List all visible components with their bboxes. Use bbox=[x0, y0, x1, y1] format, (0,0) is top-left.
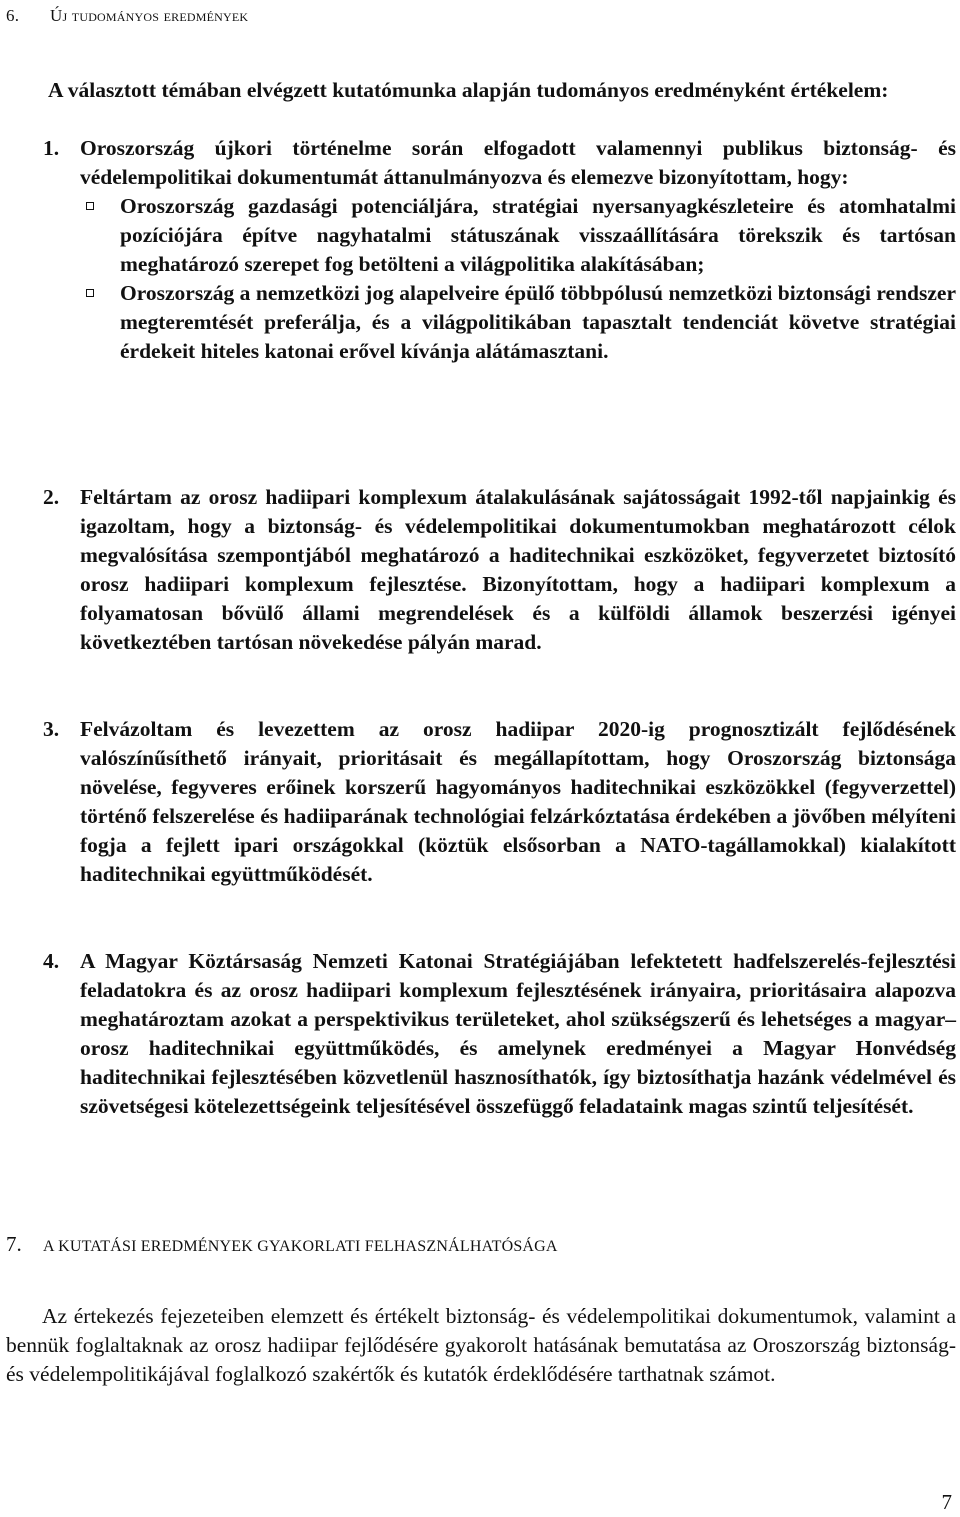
result-item-4 bbox=[43, 947, 956, 1121]
result-item-1 bbox=[43, 134, 956, 366]
result-item-3 bbox=[43, 715, 956, 889]
bullet-item-2 bbox=[80, 279, 956, 366]
section-6-heading bbox=[6, 6, 248, 26]
page-number: 7 bbox=[941, 1490, 952, 1514]
bullet-item-2-text: Oroszország a nemzetközi jog alapelveire épülő többpólusú nemzetközi biztonsági rendszer megteremtését preferálja, és a világpolitikában tapasztalt tendenciát követve stratégiai érdekeit hiteles katonai erővel kívánja alátámasztani. bbox=[120, 281, 956, 363]
result-item-1-text: Oroszország újkori történelme során elfogadott valamennyi publikus biztonság- és védelempolitikai dokumentumát áttanulmányozva és elemezve bizonyítottam, hogy: bbox=[80, 136, 956, 189]
bullet-item-1-text: Oroszország gazdasági potenciáljára, stratégiai nyersanyagkészleteire és atomhatalmi pozíciójára építve nagyhatalmi státuszának visszaállítására törekszik és tartósan meghatározó szerepet fog betölteni a világpolitika alakításában; bbox=[120, 194, 956, 276]
result-item-2-text: Feltártam az orosz hadiipari komplexum átalakulásának sajátosságait 1992-től napjainkig és igazoltam, hogy a biztonság- és védelempolitikai dokumentumokban meghatározott célok megvalósítása szempontjából meghatározó a haditechnikai eszközöket, fegyverzetet biztosító orosz hadiipari komplexum fejlesztése. Bizonyítottam, hogy a hadiipari komplexum a folyamatosan bővülő állami megrendelések és a külföldi államok beszerzési igényei következtében tartósan növekedése pályán marad. bbox=[80, 485, 956, 654]
result-item-3-text: Felvázoltam és levezettem az orosz hadiipar 2020-ig prognosztizált fejlődésének valószínűsíthető irányait, prioritásait és megállapítottam, hogy Oroszország biztonsága növelése, fegyveres erőinek korszerű hagyományos haditechnikai eszközökkel (fegyverzettel) történő felszerelése és hadiiparának technológiai felzárkóztatása érdekében a jövőben mélyíteni fogja a fejlett ipari országokkal (köztük elsősorban a NATO-tagállamokkal) kialakított haditechnikai együttműködését. bbox=[80, 717, 956, 886]
section-6-number: 6. bbox=[6, 6, 20, 25]
section-7-paragraph: Az értekezés fejezeteiben elemzett és értékelt biztonság- és védelempolitikai dokumentumok, valamint a bennük foglaltaknak az orosz hadiipar fejlődésére gyakorolt hatásának bemutatása az Oroszország biztonság- és védelempolitikájával foglalkozó szakértők és kutatók érdeklődésére tarthatnak számot. bbox=[6, 1304, 956, 1386]
section-7-title: A KUTATÁSI EREDMÉNYEK GYAKORLATI FELHASZNÁLHATÓSÁGA bbox=[43, 1238, 558, 1255]
section-6-title: Új tudományos eredmények bbox=[50, 6, 249, 25]
result-item-3-number: 3. bbox=[43, 717, 60, 741]
result-item-2 bbox=[43, 483, 956, 657]
intro-paragraph: A választott témában elvégzett kutatómunka alapján tudományos eredményként értékelem: bbox=[48, 78, 889, 102]
result-item-4-number: 4. bbox=[43, 949, 60, 973]
result-item-4-text: A Magyar Köztársaság Nemzeti Katonai Stratégiájában lefektetett hadfelszerelés-fejlesztési feladatokra és az orosz hadiipari komplexum fejlesztésének irányaira, prioritásaira alapozva meghatároztam azokat a perspektivikus területeket, ahol szükségszerű és lehetséges a magyar–orosz haditechnikai együttműködés, és amelynek eredményei a Magyar Honvédség haditechnikai fejlesztésében közvetlenül hasznosíthatók, így biztosíthatja hazánk védelmével és szövetségesi kötelezettségeink teljesítésével összefüggő feladataink magas szintű teljesítését. bbox=[80, 949, 956, 1118]
result-item-1-number: 1. bbox=[43, 136, 60, 160]
checkbox-bullet-icon bbox=[80, 192, 120, 279]
checkbox-bullet-icon bbox=[80, 279, 120, 366]
bullet-item-1 bbox=[80, 192, 956, 279]
result-item-2-number: 2. bbox=[43, 485, 60, 509]
section-7-number: 7. bbox=[6, 1232, 22, 1256]
section-7-heading bbox=[6, 1232, 558, 1257]
